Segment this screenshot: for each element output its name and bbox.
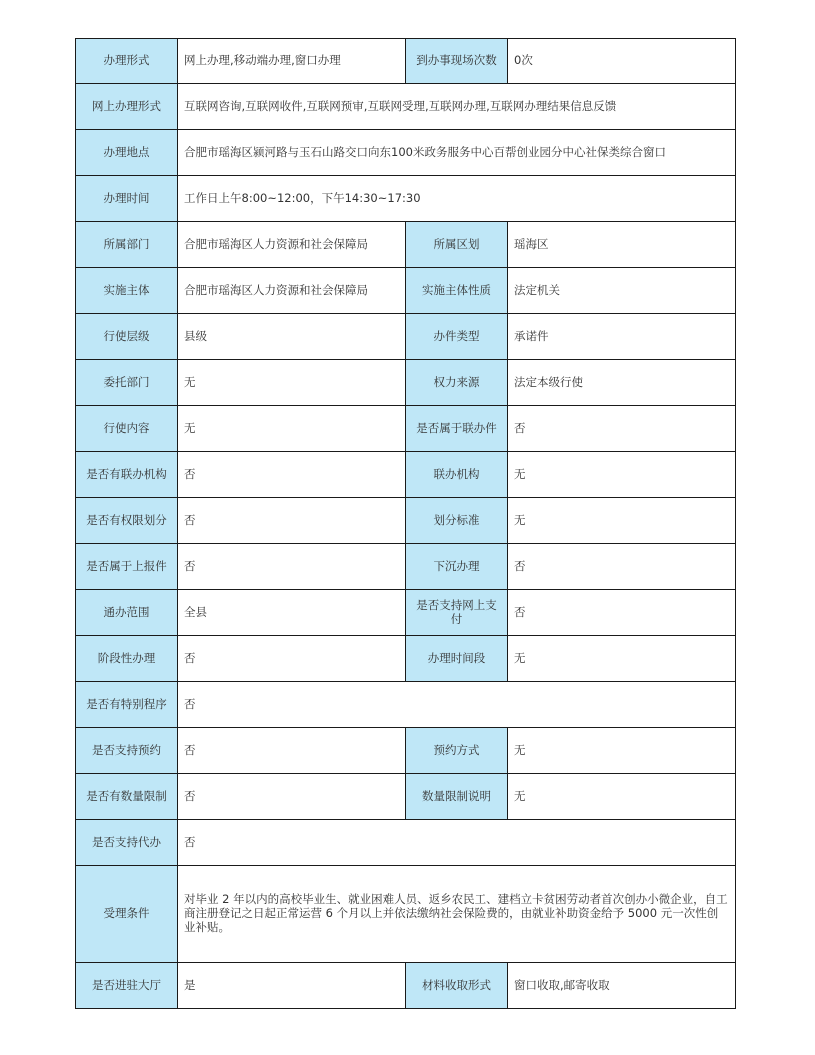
field-label: 是否支持预约 <box>76 728 178 774</box>
field-label: 是否有权限划分 <box>76 498 178 544</box>
table-row <box>76 84 736 130</box>
table-row <box>76 222 736 268</box>
field-label: 办理形式 <box>76 39 178 84</box>
field-value: 合肥市瑶海区人力资源和社会保障局 <box>178 268 406 314</box>
field-value: 否 <box>508 544 736 590</box>
field-value: 无 <box>508 452 736 498</box>
field-value: 否 <box>178 498 406 544</box>
field-value: 否 <box>178 452 406 498</box>
field-label: 实施主体 <box>76 268 178 314</box>
field-label: 所属区划 <box>406 222 508 268</box>
field-label: 是否进驻大厅 <box>76 963 178 1009</box>
field-label: 受理条件 <box>76 866 178 963</box>
field-value: 否 <box>178 820 736 866</box>
field-value: 否 <box>178 774 406 820</box>
field-value: 否 <box>178 728 406 774</box>
field-label: 是否有特别程序 <box>76 682 178 728</box>
field-value: 对毕业 2 年以内的高校毕业生、就业困难人员、返乡农民工、建档立卡贫困劳动者首次创办小微企业，自工商注册登记之日起正常运营 6 个月以上并依法缴纳社会保险费的，由就业补助资金给予 5000 元一次性创业补贴。 <box>178 866 736 963</box>
field-value: 合肥市瑶海区人力资源和社会保障局 <box>178 222 406 268</box>
field-value: 0次 <box>508 39 736 84</box>
table-row <box>76 360 736 406</box>
field-value: 网上办理,移动端办理,窗口办理 <box>178 39 406 84</box>
field-label: 下沉办理 <box>406 544 508 590</box>
field-label: 材料收取形式 <box>406 963 508 1009</box>
table-row <box>76 728 736 774</box>
field-value: 工作日上午8:00~12:00，下午14:30~17:30 <box>178 176 736 222</box>
field-label: 是否有联办机构 <box>76 452 178 498</box>
field-label: 是否属于联办件 <box>406 406 508 452</box>
field-value: 否 <box>178 682 736 728</box>
field-label: 是否属于上报件 <box>76 544 178 590</box>
table-row <box>76 130 736 176</box>
field-label: 是否有数量限制 <box>76 774 178 820</box>
table-row <box>76 682 736 728</box>
field-label: 阶段性办理 <box>76 636 178 682</box>
field-value: 否 <box>508 406 736 452</box>
table-row <box>76 406 736 452</box>
field-label: 行使内容 <box>76 406 178 452</box>
field-value: 瑶海区 <box>508 222 736 268</box>
field-label: 所属部门 <box>76 222 178 268</box>
field-value: 无 <box>508 728 736 774</box>
table-row <box>76 774 736 820</box>
field-label: 权力来源 <box>406 360 508 406</box>
table-row <box>76 268 736 314</box>
field-value: 全县 <box>178 590 406 636</box>
field-value: 承诺件 <box>508 314 736 360</box>
table-row <box>76 39 736 84</box>
table-row <box>76 590 736 636</box>
field-value: 无 <box>178 360 406 406</box>
field-value: 否 <box>178 544 406 590</box>
table-row <box>76 820 736 866</box>
field-label: 是否支持代办 <box>76 820 178 866</box>
field-value: 县级 <box>178 314 406 360</box>
table-row <box>76 963 736 1009</box>
field-label: 办件类型 <box>406 314 508 360</box>
field-value: 无 <box>508 636 736 682</box>
field-label: 预约方式 <box>406 728 508 774</box>
field-value: 法定本级行使 <box>508 360 736 406</box>
field-value: 窗口收取,邮寄收取 <box>508 963 736 1009</box>
field-label: 是否支持网上支付 <box>406 590 508 636</box>
field-label: 办理时间 <box>76 176 178 222</box>
service-info-table <box>75 38 736 1009</box>
field-value: 否 <box>178 636 406 682</box>
table-row <box>76 636 736 682</box>
table-row <box>76 314 736 360</box>
field-label: 实施主体性质 <box>406 268 508 314</box>
field-label: 通办范围 <box>76 590 178 636</box>
field-value: 无 <box>508 774 736 820</box>
field-value: 无 <box>178 406 406 452</box>
table-row <box>76 452 736 498</box>
field-value: 互联网咨询,互联网收件,互联网预审,互联网受理,互联网办理,互联网办理结果信息反馈 <box>178 84 736 130</box>
table-row <box>76 176 736 222</box>
field-value: 合肥市瑶海区颍河路与玉石山路交口向东100米政务服务中心百帮创业园分中心社保类综合窗口 <box>178 130 736 176</box>
field-value: 法定机关 <box>508 268 736 314</box>
field-value: 否 <box>508 590 736 636</box>
field-label: 办理地点 <box>76 130 178 176</box>
field-label: 到办事现场次数 <box>406 39 508 84</box>
table-row <box>76 866 736 963</box>
field-value: 无 <box>508 498 736 544</box>
field-label: 委托部门 <box>76 360 178 406</box>
field-value: 是 <box>178 963 406 1009</box>
table-row <box>76 544 736 590</box>
field-label: 数量限制说明 <box>406 774 508 820</box>
field-label: 联办机构 <box>406 452 508 498</box>
field-label: 办理时间段 <box>406 636 508 682</box>
table-row <box>76 498 736 544</box>
field-label: 划分标准 <box>406 498 508 544</box>
field-label: 行使层级 <box>76 314 178 360</box>
field-label: 网上办理形式 <box>76 84 178 130</box>
